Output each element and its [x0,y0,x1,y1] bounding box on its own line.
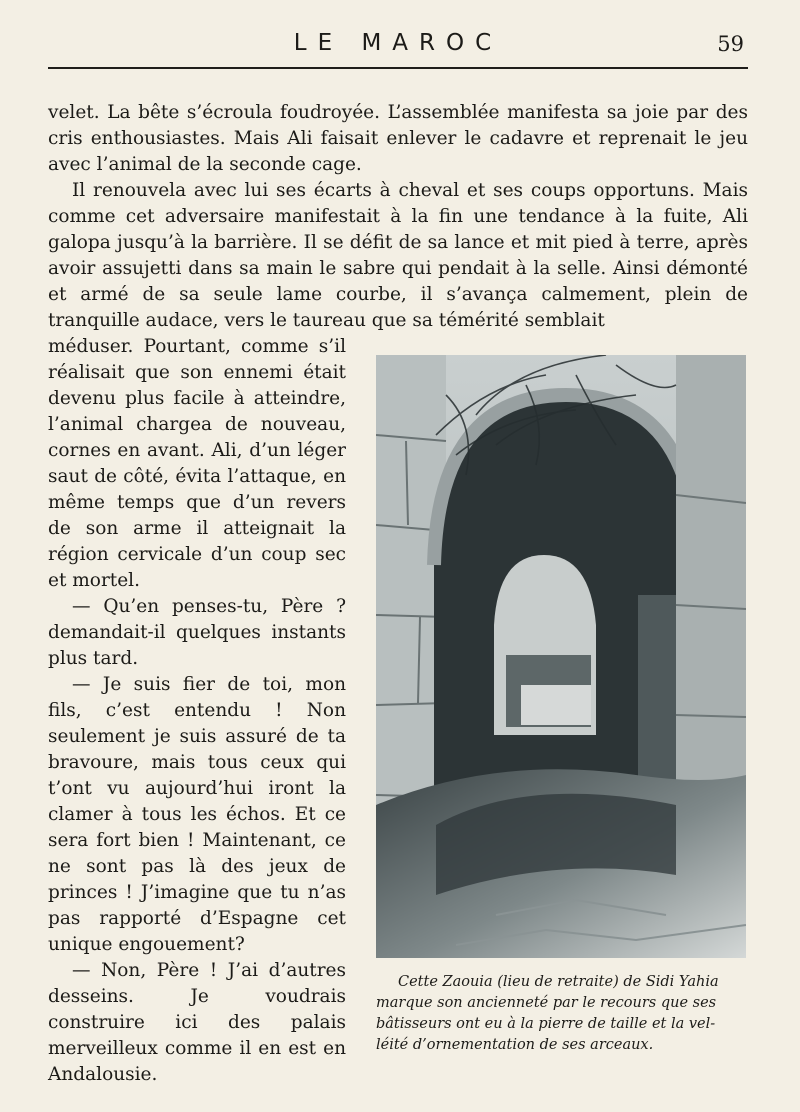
column-paragraph-4: — Non, Père ! J’ai d’autres desseins. Je voudrais construire ici des palais merveilleux comme il en est en Andalousie. [48,960,346,1085]
caption-line-1: Cette Zaouia (lieu de retraite) de Sidi Yahia [398,974,719,990]
running-title: LE MAROC [293,30,503,56]
column-paragraph-2: — Qu’en penses-tu, Père ? demandait-il quelques instants plus tard. [48,596,346,669]
photo-caption [376,972,748,1056]
photograph-illustration [376,355,746,958]
page-header [48,30,748,64]
caption-line-3: bâtisseurs ont eu à la pierre de taille et la vel- [376,1016,716,1032]
caption-line-4: léité d’ornementation de ses arceaux. [376,1037,654,1053]
header-rule [48,67,748,69]
column-paragraph-3: — Je suis fier de toi, mon fils, c’est entendu ! Non seulement je suis assuré de ta bravoure, mais tous ceux qui t’ont vu aujourd’hui iront la clamer à tous les échos. Et ce sera fort bien ! Maintenant, ce ne sont pas là des jeux de princes ! J’imagine que tu n’as pas rapporté d’Espagne cet unique engouement? [48,674,346,955]
column-paragraph-1: méduser. Pourtant, comme s’il réalisait que son ennemi était devenu plus facile à atteindre, l’animal chargea de nouveau, cornes en avant. Ali, d’un léger saut de côté, évita l’attaque, en même temps que d’un revers de son arme il atteignait la région cervicale d’un coup sec et mortel. [48,336,346,591]
paragraph-2: Il renouvela avec lui ses écarts à cheval et ses coups opportuns. Mais comme cet adversaire manifestait à la fin une tendance à la fuite, Ali galopa jusqu’à la barrière. Il se défit de sa lance et mit pied à terre, après avoir assujetti dans sa main le sabre qui pendait à la selle. Ainsi démonté et armé de sa seule lame courbe, il s’avança calmement, plein de tranquille audace, vers le taureau que sa témérité semblait [48,180,748,331]
zaouia-photograph [376,355,746,958]
paragraph-1: velet. La bête s’écroula foudroyée. L’assemblée manifesta sa joie par des cris enthousiastes. Mais Ali faisait enlever le cadavre et reprenait le jeu avec l’animal de la seconde cage. [48,102,748,175]
page-number: 59 [717,32,744,56]
caption-line-2: marque son ancienneté par le recours que ses [376,995,717,1011]
left-column-text [48,334,346,1088]
